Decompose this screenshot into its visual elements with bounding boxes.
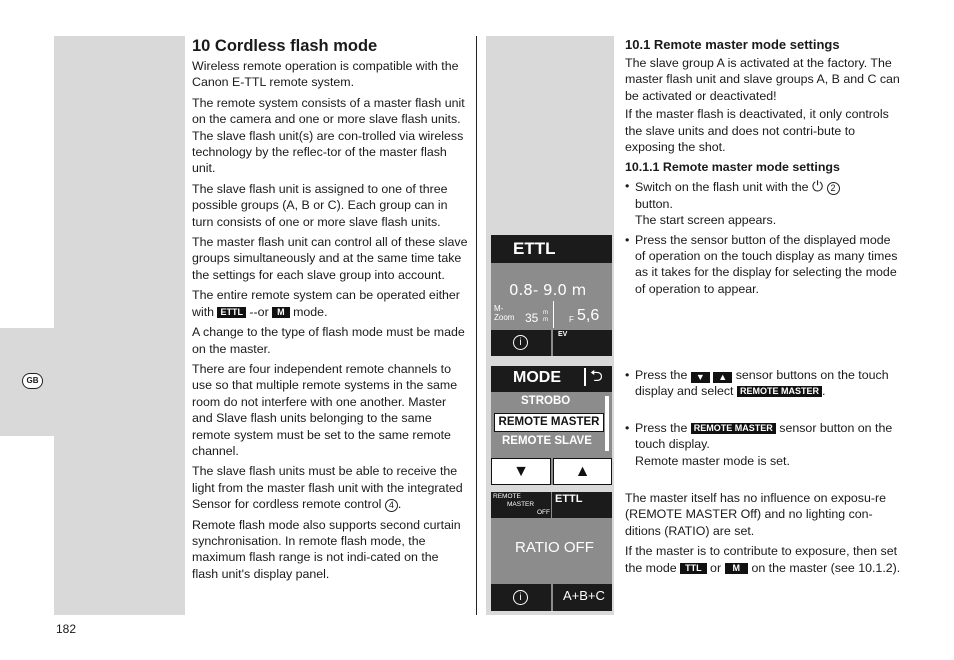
info-button[interactable]: [491, 584, 551, 611]
column-divider: [476, 36, 477, 615]
language-badge: GB: [22, 373, 43, 389]
remote-master-label: [493, 493, 550, 517]
aperture-label: F: [569, 315, 574, 324]
screen-title: ETTL: [513, 239, 556, 258]
list-item: [625, 420, 901, 469]
down-button[interactable]: [491, 458, 551, 485]
text: on the master (see 10.1.2).: [748, 560, 901, 575]
screen-title-bar: [491, 366, 612, 392]
text: The start screen appears.: [635, 213, 777, 228]
up-arrow-icon: ▲: [574, 463, 591, 480]
text: Press the: [635, 421, 691, 435]
text: M-: [494, 304, 504, 313]
text: If the master is to contribute to exposure, then set the mode: [625, 544, 898, 575]
paragraph: [192, 463, 468, 512]
zoom-unit: [543, 310, 548, 324]
up-button-icon: ▲: [713, 372, 732, 383]
text: --or: [245, 304, 273, 319]
text: Switch on the flash unit with the: [635, 180, 813, 195]
paragraph: Remote flash mode also supports second curtain synchronisation. In remote flash mode, the maximum flash range is not indi-cated on the flash unit's display panel.: [192, 517, 461, 581]
m-mode-tag: M: [272, 307, 290, 318]
text: MASTER: [507, 501, 535, 508]
margin-bar-left-top: [54, 36, 185, 615]
text: Zoom: [494, 313, 515, 322]
power-icon: ⏻: [812, 178, 824, 195]
remote-master-tag: REMOTE MASTER: [691, 423, 776, 434]
paragraph: [192, 287, 468, 320]
down-button-icon: ▼: [691, 372, 710, 383]
text: OFF: [537, 509, 550, 516]
list-scrollbar[interactable]: [605, 396, 609, 451]
mzoom-label: [494, 304, 514, 322]
screen-title: MODE: [513, 369, 561, 386]
callout-number: 2: [827, 182, 840, 195]
text: REMOTE: [493, 493, 521, 500]
text: m: [543, 317, 548, 323]
paragraph: The master itself has no influence on exposu-re (REMOTE MASTER Off) and no lighting con-ditions (RATIO) are set.: [625, 491, 887, 538]
down-arrow-icon: ▼: [513, 463, 529, 480]
back-icon[interactable]: ⮌: [584, 368, 603, 386]
paragraph: There are four independent remote channels to use so that multiple remote systems in the same room do not interfere with one another. Master and Slave flash units belonging to the same remote system must be set to the same remote channel.: [192, 361, 458, 458]
divider: [551, 492, 552, 518]
groups-button[interactable]: [553, 584, 612, 611]
right-column-lower-3: [625, 490, 901, 576]
info-icon: i: [513, 590, 528, 605]
list-item: [625, 367, 901, 400]
remote-master-tag: REMOTE MASTER: [737, 386, 822, 397]
text: .: [821, 384, 826, 399]
mode-item-remote-slave[interactable]: REMOTE SLAVE: [502, 435, 592, 447]
m-mode-tag: M: [725, 563, 749, 574]
right-column-lower-2: [625, 420, 901, 469]
subsection-heading: 10.1 Remote master mode settings: [625, 37, 840, 52]
divider: [553, 301, 554, 328]
groups-label: A+B+C: [563, 588, 605, 603]
ettl-label: ETTL: [555, 493, 583, 505]
flash-range-value: 0.8- 9.0 m: [509, 281, 587, 299]
left-column: [192, 36, 468, 582]
text: sensor button on the touch display.: [635, 421, 893, 452]
ev-button[interactable]: [553, 330, 612, 356]
callout-number: 4: [385, 499, 398, 512]
paragraph: Wireless remote operation is compatible with the Canon E-TTL remote system.: [192, 59, 459, 90]
text: .: [397, 497, 402, 512]
paragraph: The master flash unit can control all of these slave groups simultaneously and at the same time take the settings for each slave group into account.: [192, 235, 468, 282]
mode-item-remote-master[interactable]: REMOTE MASTER: [494, 413, 604, 432]
text: Press the: [635, 368, 691, 382]
subsubsection-heading: 10.1.1 Remote master mode settings: [625, 160, 840, 175]
screen-status-bar: [491, 492, 612, 518]
up-button[interactable]: [553, 458, 612, 485]
screen-title-bar: [491, 235, 612, 263]
paragraph: The slave flash unit is assigned to one of three possible groups (A, B or C). Each group can in turn consists of one or more slave flash units.: [192, 181, 448, 229]
text: The slave flash units must be able to receive the light from the master flash unit with the integrated Sensor for cordless remote control: [192, 464, 463, 512]
ttl-mode-tag: TTL: [680, 563, 707, 574]
text: m: [543, 310, 548, 316]
display-screen-remote-master: [491, 492, 612, 611]
right-column-lower: [625, 367, 901, 400]
text: or: [706, 560, 725, 575]
ev-label: EV: [558, 331, 568, 338]
paragraph: The remote system consists of a master flash unit on the camera and one or more slave flash units. The slave flash unit(s) are con-trolled via wireless technology by the reflec-tor of the master flash unit.: [192, 95, 465, 176]
ettl-mode-tag: ETTL: [217, 307, 246, 318]
right-column: [625, 36, 901, 297]
paragraph: A change to the type of flash mode must be made on the master.: [192, 325, 465, 356]
list-item: • Press the sensor button of the displayed mode of operation on the touch display as many times as it takes for the display for selecting the mode of operation to appear.: [625, 232, 901, 298]
paragraph: [625, 543, 901, 576]
ratio-status: RATIO OFF: [515, 539, 594, 556]
section-heading: 10 Cordless flash mode: [192, 37, 378, 55]
display-screen-ettl: [491, 235, 612, 356]
text: The entire remote system can be operated either with: [192, 288, 460, 319]
display-screen-mode: [491, 366, 612, 485]
page-number: 182: [56, 622, 77, 636]
info-icon: i: [513, 335, 528, 350]
list-item: [625, 178, 901, 228]
info-button[interactable]: [491, 330, 551, 356]
mode-item-strobo[interactable]: STROBO: [521, 395, 571, 407]
paragraph: The slave group A is activated at the factory. The master flash unit and slave groups A, B and C can be activated or deactivated!: [625, 56, 900, 103]
text: mode.: [289, 304, 328, 319]
paragraph: If the master flash is deactivated, it only controls the slave units and does not contri-bute to exposing the shot.: [625, 107, 889, 155]
zoom-value[interactable]: 35: [525, 311, 539, 325]
aperture-value[interactable]: 5,6: [577, 307, 600, 324]
text: sensor buttons on the touch display and select: [635, 368, 889, 399]
text: button.: [635, 196, 673, 211]
text: Remote master mode is set.: [635, 453, 790, 468]
